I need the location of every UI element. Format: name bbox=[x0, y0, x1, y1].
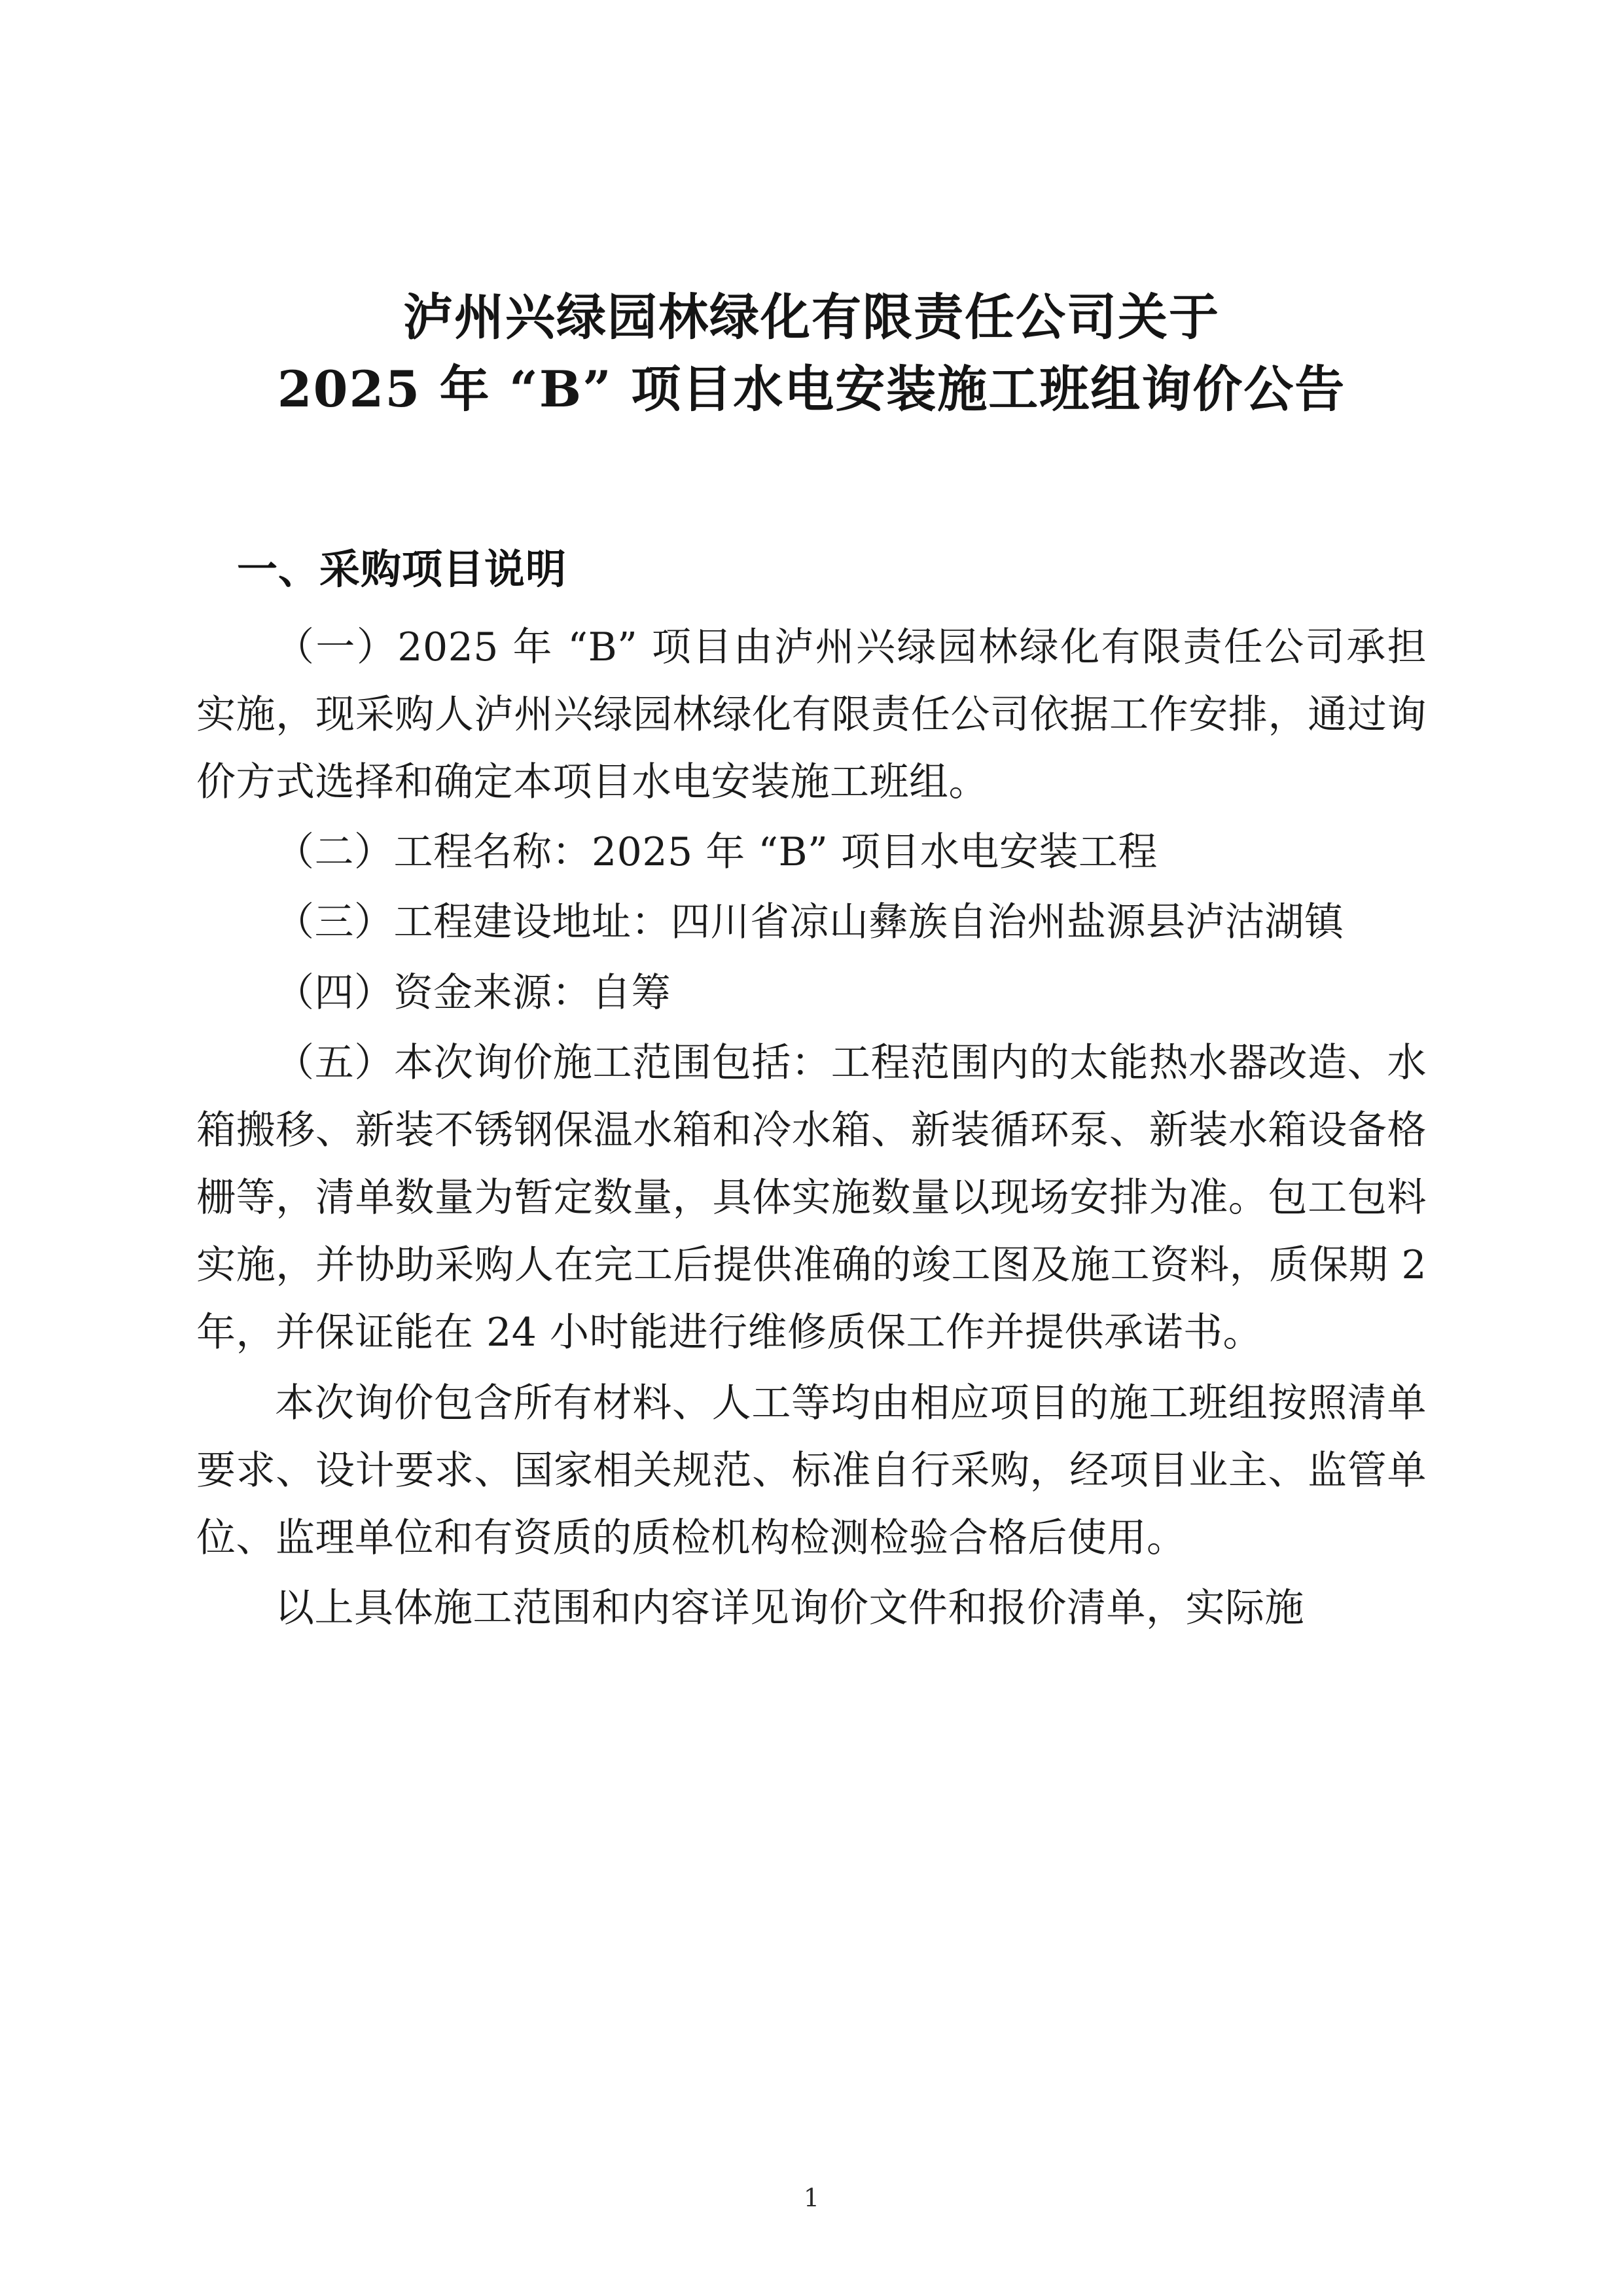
section-heading-procurement-description: 一、采购项目说明 bbox=[237, 545, 567, 594]
paragraph-continuation: 以上具体施工范围和内容详见询价文件和报价清单，实际施 bbox=[275, 1585, 1304, 1632]
paragraph-item-3: （三）工程建设地址：四川省凉山彝族自治州盐源县泸沽湖镇 bbox=[275, 899, 1344, 946]
title-line-1: 泸州兴绿园林绿化有限责任公司关于 bbox=[403, 288, 1220, 346]
paragraph-item-2: （二）工程名称：2025 年 “B” 项目水电安装工程 bbox=[275, 829, 1158, 876]
document-title bbox=[196, 281, 1427, 425]
paragraph-item-1: （一）2025 年 “B” 项目由泸州兴绿园林绿化有限责任公司承担实施，现采购人泸州兴绿园林绿化有限责任公司依据工作安排，通过询价方式选择和确定本项目水电安装施工班组。 bbox=[196, 624, 1427, 805]
paragraph-item-5: （五）本次询价施工范围包括：工程范围内的太能热水器改造、水箱搬移、新装不锈钢保温水箱和冷水箱、新装循环泵、新装水箱设备格栅等，清单数量为暂定数量，具体实施数量以现场安排为准。包工包料实施，并协助采购人在完工后提供准确的竣工图及施工资料，质保期 2 年，并保证能在 24 小时能进行维修质保工作并提供承诺书。 bbox=[196, 1039, 1427, 1356]
title-line-2: 2025 年 “B” 项目水电安装施工班组询价公告 bbox=[277, 360, 1346, 419]
paragraph-item-4: （四）资金来源：自筹 bbox=[275, 969, 671, 1016]
page-number: 1 bbox=[803, 2183, 820, 2212]
paragraph-materials-scope: 本次询价包含所有材料、人工等均由相应项目的施工班组按照清单要求、设计要求、国家相关规范、标准自行采购，经项目业主、监管单位、监理单位和有资质的质检机构检测检验合格后使用。 bbox=[196, 1380, 1427, 1561]
